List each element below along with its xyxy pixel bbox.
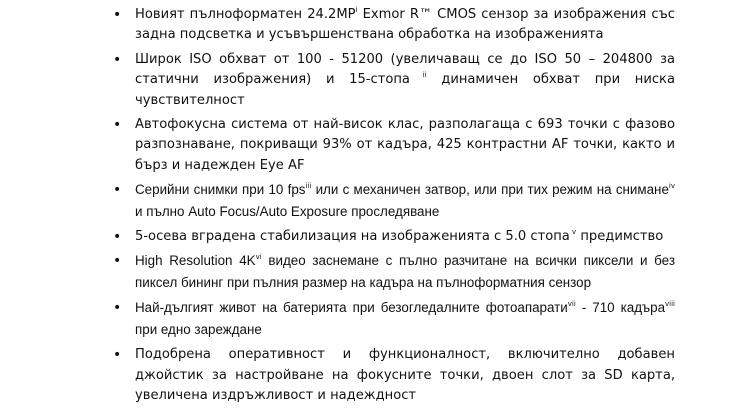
bullet-item (110, 298, 675, 341)
footnote-marker: i (355, 6, 358, 14)
footnote-marker: vii (567, 300, 576, 309)
bullet-text-run: динамичен обхват при ниска чувствителност (135, 72, 675, 108)
bullet-dot-icon: • (113, 347, 122, 364)
bullet-item (110, 115, 675, 176)
bullet-dot-icon: • (113, 7, 122, 23)
bullet-text-run: Серийни снимки при 10 fps (135, 182, 306, 198)
feature-bullet-list (110, 5, 675, 410)
bullet-dot-icon: • (113, 51, 122, 68)
bullet-text-run: Широк ISO обхват от 100 - 51200 (увеличаващ се до ISO 50 – 204800 за статични изображения) и 15-стопа (135, 51, 675, 88)
footnote-marker: iii (305, 182, 312, 191)
bullet-text-run: видео заснемане с пълно разчитане на всички пиксели и без пиксел бининг при пълния размер на кадъра на пълноформатния сензор (135, 253, 675, 290)
bullet-text (135, 183, 675, 219)
bullet-text-run: - 710 кадъра (575, 300, 666, 316)
bullet-text-run: и пълно Auto Focus/Auto Exposure проследяване (135, 203, 440, 219)
footnote-marker: vi (255, 253, 262, 262)
bullet-item (110, 227, 675, 247)
bullet-text-run: или с механичен затвор, или при тих режим на снимане (311, 182, 669, 198)
bullet-text (135, 52, 675, 108)
footnote-marker: viii (665, 300, 675, 309)
bullet-text (135, 301, 675, 337)
bullet-item (110, 5, 675, 46)
bullet-item (110, 180, 675, 223)
bullet-text (135, 117, 675, 173)
bullet-text-run: Подобрена оперативност и функционалност, включително добавен джойстик за настройване на фокусните точки, двоен слот за SD карта, увеличена издръжливост и надеждност (135, 347, 675, 403)
bullet-text-run: Най-дългият живот на батерията при безогледалните фотоапарати (135, 300, 568, 316)
bullet-text-run: Exmor R™ CMOS сензор за изображения със задна подсветка и усъвършенствана обработка на изображенията (135, 7, 675, 43)
bullet-text-run: при едно зареждане (135, 321, 262, 337)
bullet-text-run: предимство (576, 229, 664, 245)
bullet-item (110, 345, 675, 406)
bullet-item (110, 251, 675, 294)
bullet-text-run: Новият пълноформатен 24.2MP (135, 7, 356, 22)
bullet-text-run: Автофокусна система от най-висок клас, разполагаща с 693 точки с фазово разпознаване, покриващи 93% от кадъра, 425 контрастни AF точки, както и бърз и надежден Eye AF (135, 117, 675, 173)
bullet-text (135, 254, 675, 290)
bullet-text (135, 347, 675, 403)
bullet-text (135, 7, 675, 42)
bullet-text (135, 229, 663, 244)
bullet-text-run: High Resolution 4K (135, 253, 256, 269)
bullet-dot-icon: • (113, 253, 122, 270)
bullet-item (110, 50, 675, 111)
footnote-marker: iv (668, 182, 675, 191)
bullet-dot-icon: • (113, 300, 122, 317)
footnote-marker: ii (409, 71, 427, 80)
footnote-marker: v (569, 228, 577, 237)
bullet-dot-icon: • (113, 182, 122, 199)
bullet-dot-icon: • (113, 117, 122, 134)
bullet-dot-icon: • (113, 229, 122, 246)
bullet-text-run: 5-осева вградена стабилизация на изображенията с 5.0 стопа (135, 229, 570, 245)
